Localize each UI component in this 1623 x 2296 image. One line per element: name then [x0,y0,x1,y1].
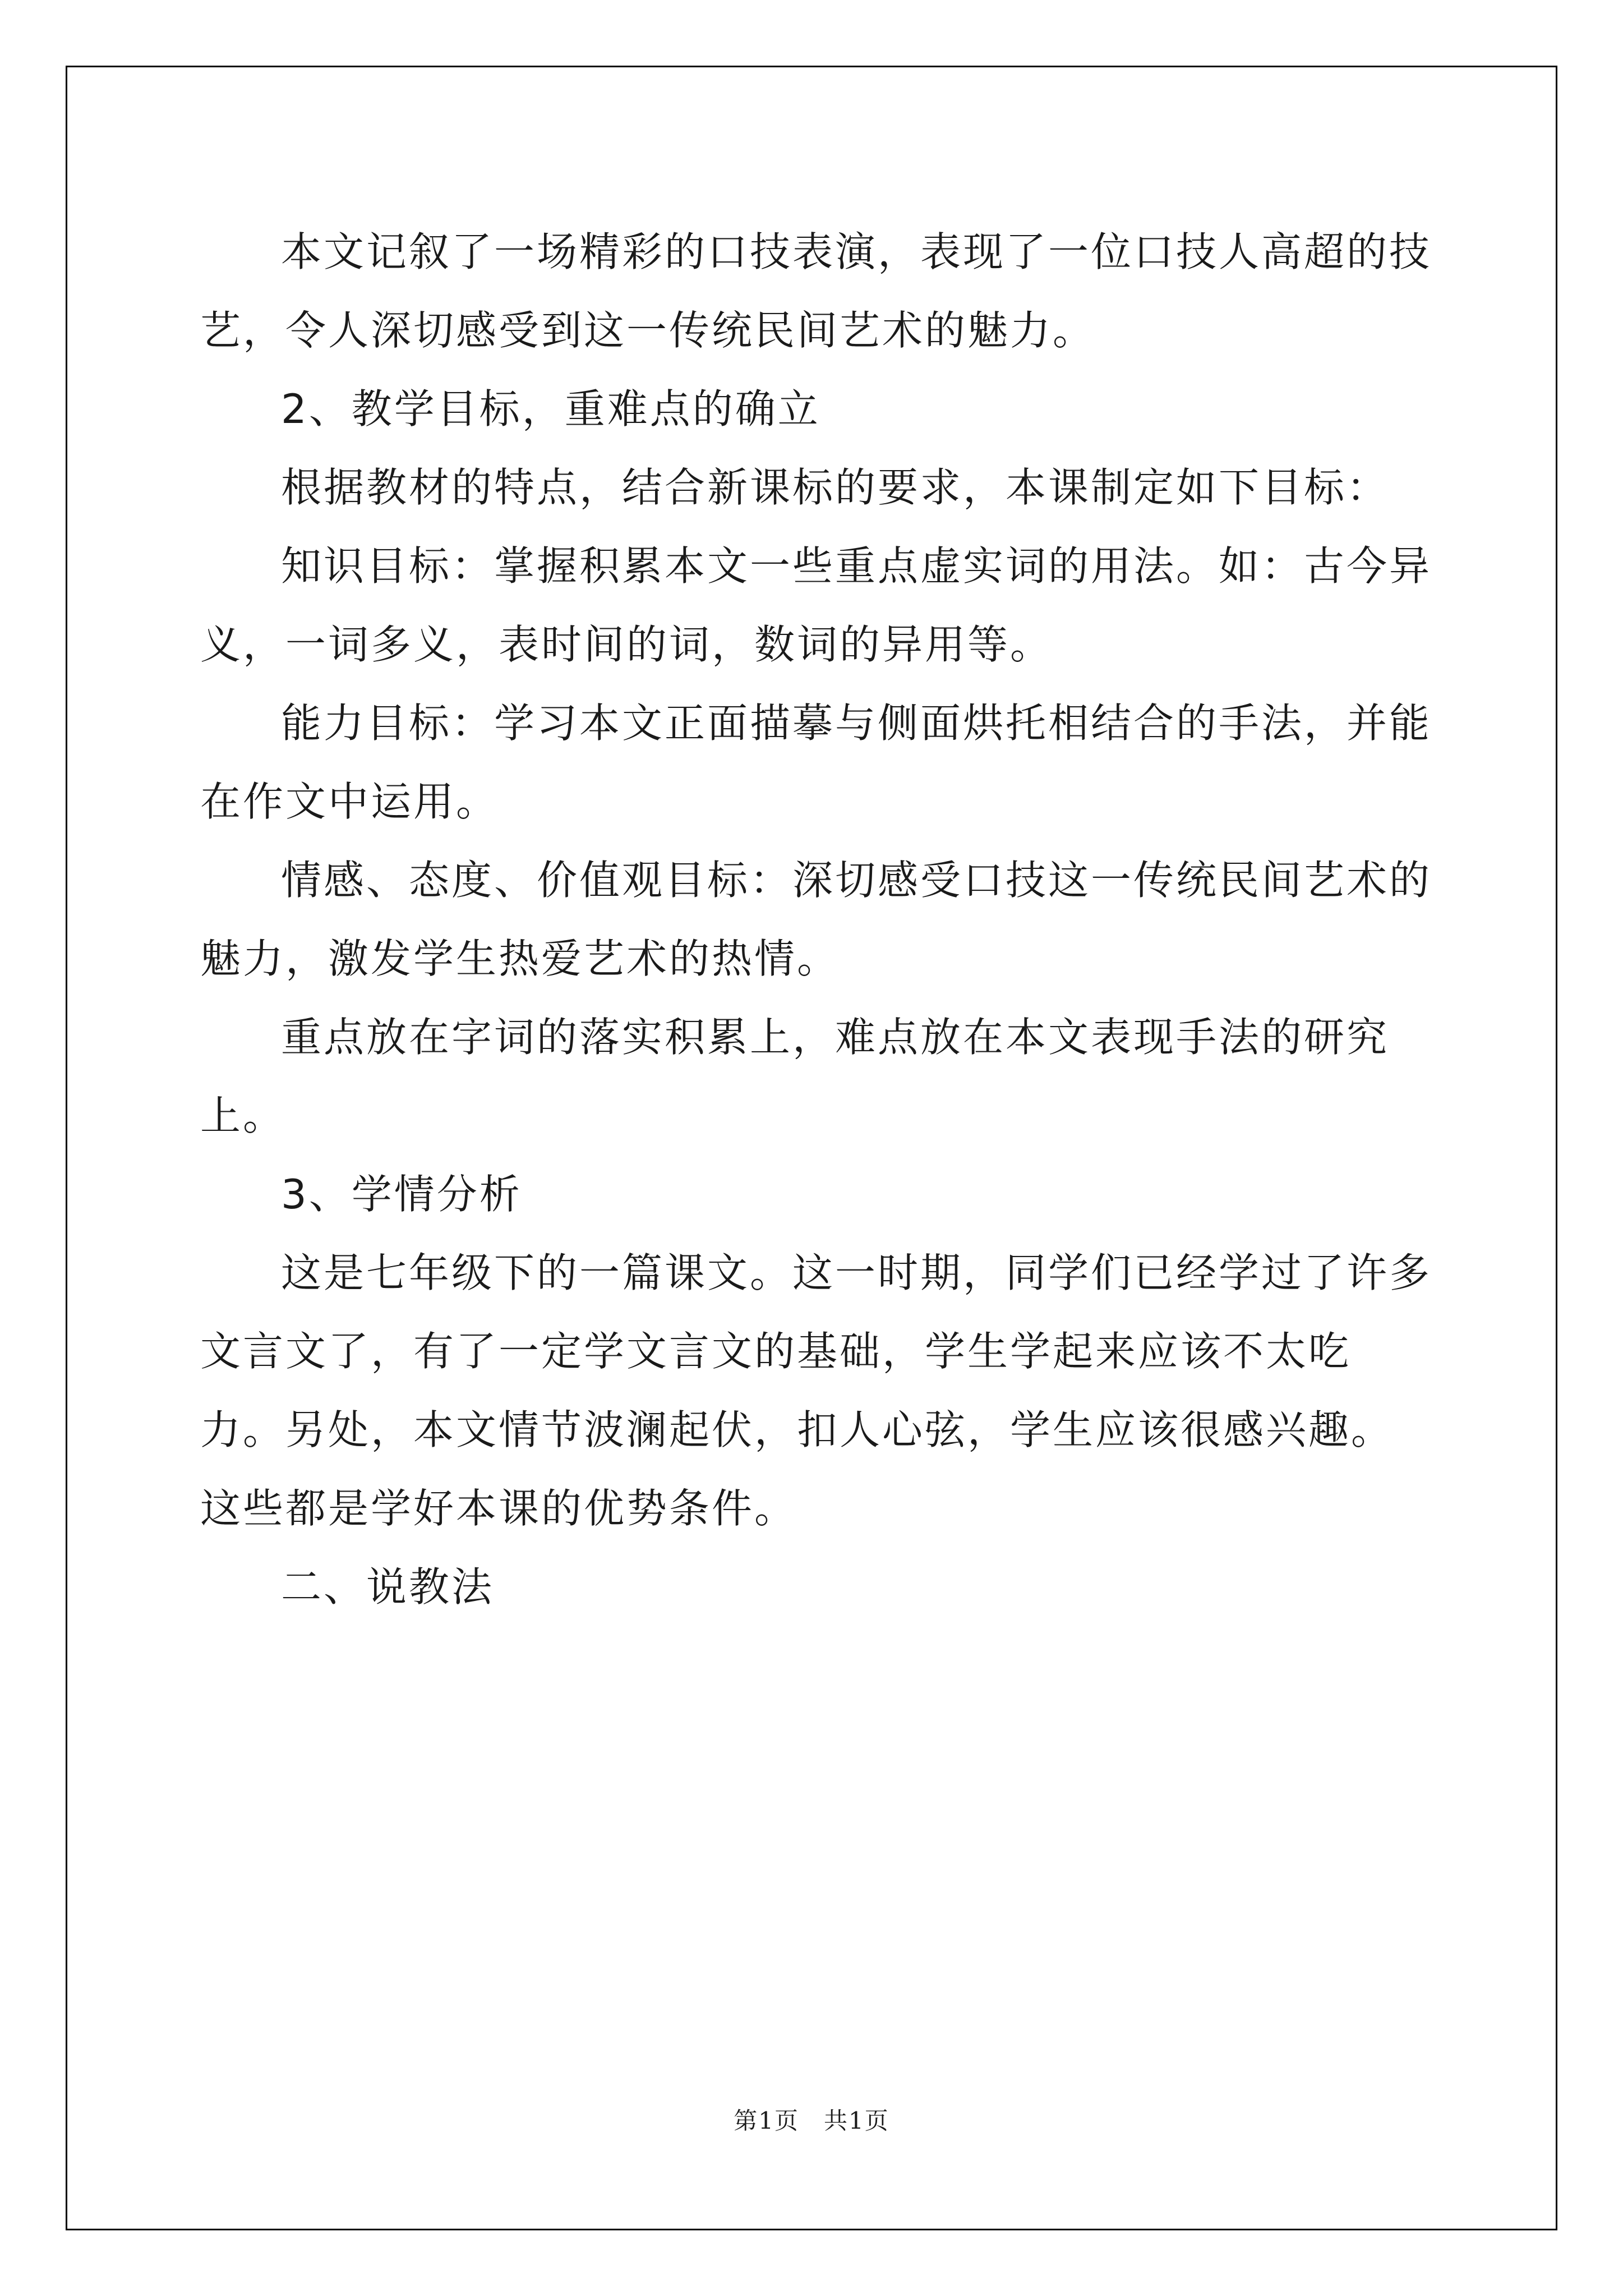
paragraph-key-difficulty: 重点放在字词的落实积累上，难点放在本文表现手法的研究上。 [200,1014,1390,1139]
paragraph-goals-intro: 根据教材的特点，结合新课标的要求，本课制定如下目标： [281,464,1390,511]
heading-student-analysis: 3、学情分析 [281,1171,522,1218]
paragraph-emotion-goal: 情感、态度、价值观目标：深切感受口技这一传统民间艺术的魅力，激发学生热爱艺术的热情。 [200,857,1432,982]
heading-teaching-method: 二、说教法 [281,1563,495,1611]
paragraph-ability-goal: 能力目标：学习本文正面描摹与侧面烘托相结合的手法，并能在作文中运用。 [200,700,1432,825]
page-number-footer: 第1页 共1页 [734,2107,889,2134]
heading-teaching-goals: 2、教学目标，重难点的确立 [281,385,820,432]
paragraph-student-analysis: 这是七年级下的一篇课文。这一时期，同学们已经学过了许多文言文了，有了一定学文言文的基础，学生学起来应该不太吃力。另处，本文情节波澜起伏，扣人心弦，学生应该很感兴趣。这些都是学好本课的优势条件。 [200,1249,1432,1532]
document-body [200,213,1434,1626]
paragraph-knowledge-goal: 知识目标：掌握积累本文一些重点虚实词的用法。如：古今异义，一词多义，表时间的词，数词的异用等。 [200,542,1432,668]
paragraph-intro-summary: 本文记叙了一场精彩的口技表演，表现了一位口技人高超的技艺，令人深切感受到这一传统民间艺术的魅力。 [200,228,1432,354]
